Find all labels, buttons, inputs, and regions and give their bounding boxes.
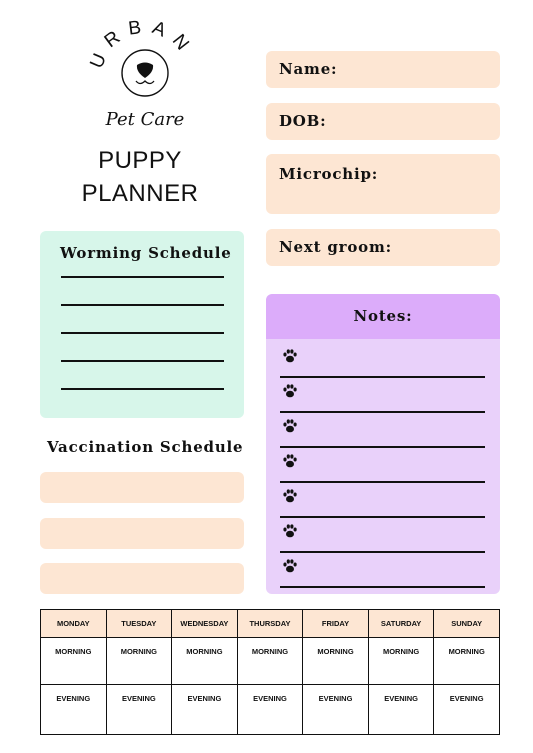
evening-label: EVENING — [384, 694, 418, 704]
paw-icon — [282, 488, 298, 504]
vaccination-entry-field[interactable] — [40, 518, 244, 549]
note-line-row[interactable] — [280, 348, 485, 378]
evening-label: EVENING — [253, 694, 287, 704]
morning-cell[interactable] — [368, 638, 434, 685]
morning-label: MORNING — [382, 647, 420, 657]
notes-panel — [266, 294, 500, 594]
paw-icon — [282, 523, 298, 539]
worming-schedule-panel — [40, 231, 244, 418]
notes-title: Notes: — [353, 307, 413, 325]
vaccination-entry-field[interactable] — [40, 472, 244, 503]
paw-icon — [282, 558, 298, 574]
morning-cell[interactable] — [434, 638, 500, 685]
worming-line[interactable] — [61, 360, 224, 362]
note-line — [280, 586, 485, 588]
note-line-row[interactable] — [280, 523, 485, 553]
evening-label: EVENING — [121, 694, 156, 704]
day-header-sunday: SUNDAY — [434, 610, 500, 638]
morning-label: MORNING — [120, 647, 157, 657]
note-line — [280, 551, 485, 553]
day-header-thursday: THURSDAY — [237, 610, 303, 638]
morning-label: MORNING — [251, 647, 289, 657]
planner-title-line2: PLANNER — [81, 180, 199, 207]
evening-cell[interactable] — [106, 685, 172, 735]
evening-cell[interactable] — [237, 685, 303, 735]
note-line-row[interactable] — [280, 418, 485, 448]
evening-cell[interactable] — [303, 685, 369, 735]
logo-tagline: Pet Care — [105, 109, 185, 130]
morning-label: MORNING — [186, 647, 223, 657]
note-line-row[interactable] — [280, 488, 485, 518]
morning-cell[interactable] — [41, 638, 107, 685]
name-field[interactable] — [266, 51, 500, 88]
paw-icon — [282, 453, 298, 469]
vaccination-entry-field[interactable] — [40, 563, 244, 594]
morning-label: MORNING — [55, 647, 92, 657]
dob-label: DOB: — [279, 112, 327, 130]
microchip-field[interactable] — [266, 154, 500, 214]
heart-nose-icon — [137, 63, 153, 79]
morning-label: MORNING — [317, 647, 354, 657]
note-line-row[interactable] — [280, 383, 485, 413]
note-line-row[interactable] — [280, 558, 485, 588]
worming-line[interactable] — [61, 388, 224, 390]
microchip-label: Microchip: — [279, 165, 379, 183]
name-label: Name: — [279, 60, 338, 78]
evening-label: EVENING — [56, 694, 91, 704]
evening-label: EVENING — [318, 694, 353, 704]
worming-schedule-title: Worming Schedule — [60, 244, 232, 262]
urban-pet-care-logo — [80, 18, 210, 133]
worming-line[interactable] — [61, 304, 224, 306]
worming-line[interactable] — [61, 332, 224, 334]
next-groom-field[interactable] — [266, 229, 500, 266]
logo-brand-text: URBAN — [86, 18, 199, 72]
evening-label: EVENING — [187, 694, 222, 704]
day-header-tuesday: TUESDAY — [106, 610, 172, 638]
morning-cell[interactable] — [106, 638, 172, 685]
paw-icon — [282, 418, 298, 434]
day-header-friday: FRIDAY — [303, 610, 369, 638]
day-header-wednesday: WEDNESDAY — [172, 610, 238, 638]
next-groom-label: Next groom: — [279, 238, 392, 256]
morning-cell[interactable] — [237, 638, 303, 685]
morning-label: MORNING — [448, 647, 485, 657]
evening-cell[interactable] — [434, 685, 500, 735]
note-line — [280, 516, 485, 518]
weekly-schedule-table — [40, 609, 500, 735]
planner-title-line1: PUPPY — [98, 147, 182, 174]
paw-icon — [282, 348, 298, 364]
day-header-saturday: SATURDAY — [368, 610, 434, 638]
note-line — [280, 411, 485, 413]
note-line-row[interactable] — [280, 453, 485, 483]
note-line — [280, 376, 485, 378]
note-line — [280, 446, 485, 448]
evening-cell[interactable] — [368, 685, 434, 735]
dob-field[interactable] — [266, 103, 500, 140]
day-header-monday: MONDAY — [41, 610, 107, 638]
paw-icon — [282, 383, 298, 399]
note-line — [280, 481, 485, 483]
vaccination-schedule-title: Vaccination Schedule — [47, 438, 244, 456]
notes-header — [266, 294, 500, 339]
worming-line[interactable] — [61, 276, 224, 278]
evening-cell[interactable] — [41, 685, 107, 735]
evening-label: EVENING — [449, 694, 484, 704]
morning-cell[interactable] — [172, 638, 238, 685]
morning-cell[interactable] — [303, 638, 369, 685]
evening-cell[interactable] — [172, 685, 238, 735]
